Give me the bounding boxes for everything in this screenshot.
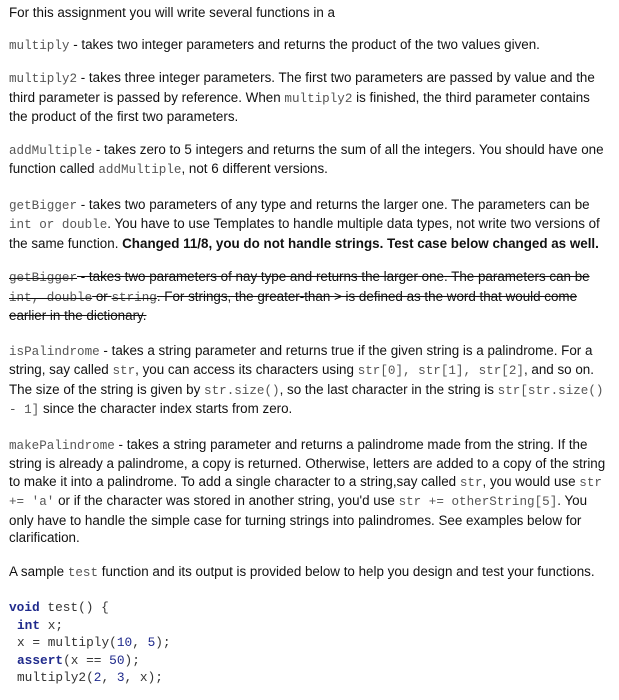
description: . You only have to handle the simple case for turning strings into palindromes. See examples below for clarification. <box>9 493 588 545</box>
function-name: multiply2 <box>9 72 78 86</box>
description: function and its output is provided below to help you design and test your functions. <box>98 563 595 579</box>
code-text: multiply2( <box>17 670 94 685</box>
code-inline: str.size() <box>204 383 280 398</box>
code-inline: str[0], str[1], str[2] <box>357 364 524 378</box>
type-name: string <box>111 290 157 305</box>
code-keyword: assert <box>17 652 64 668</box>
description: , and so on. The size of the string is given by <box>9 362 594 397</box>
function-name: isPalindrome <box>9 344 100 359</box>
description: - takes three integer parameters. The first two parameters are passed by value and the third parameter is passed by reference. When <box>9 70 595 105</box>
description: - takes a string parameter and returns true if the given string is a palindrome. For a string, say called <box>9 342 593 377</box>
description: is finished, the third parameter contains the product of the first two parameters. <box>9 89 590 124</box>
code-text: x; <box>40 617 64 633</box>
description: - takes two integer parameters and returns the product of the two values given. <box>69 36 540 52</box>
code-text: (x == <box>63 652 110 668</box>
function-name-inline: multiply2 <box>284 91 353 106</box>
description: . For strings, the greater-than > is defined as the word that would come earlier in the dictionary. <box>9 288 578 323</box>
function-name-inline: addMultiple <box>98 163 182 177</box>
code-number: 5 <box>147 635 156 650</box>
code-number: 2 <box>93 670 102 685</box>
code-text: ); <box>155 635 171 650</box>
intro-paragraph: For this assignment you will write several functions in a <box>9 5 335 20</box>
getbigger-old-paragraph <box>9 268 607 325</box>
code-line <box>9 634 607 652</box>
description: or <box>92 288 112 304</box>
type-list: int, double <box>9 290 93 305</box>
function-name: getBigger <box>9 271 78 285</box>
description: - takes a string parameter and returns a palindrome made from the string. If the string is already a palindrome, a copy is returned. Otherwise, letters are added to a copy of the string to make it into a palindrome. To add a single character to a string,say called <box>9 436 606 489</box>
code-text: ); <box>124 652 140 668</box>
code-keyword: void <box>9 600 40 615</box>
code-text: , x); <box>124 670 163 685</box>
code-inline: str += 'a' <box>9 475 602 509</box>
description: since the character index starts from zero. <box>39 401 293 416</box>
code-block <box>9 599 607 687</box>
function-name: multiply <box>9 38 70 53</box>
code-inline: str += otherString[5] <box>398 495 558 509</box>
function-name: makePalindrome <box>9 438 115 453</box>
description: - takes zero to 5 integers and returns the sum of all the integers. You should have one function called <box>9 141 604 176</box>
code-inline: test <box>67 565 99 580</box>
description: , not 6 different versions. <box>181 161 328 176</box>
code-line <box>9 652 607 670</box>
code-number: 10 <box>116 635 133 650</box>
code-line <box>9 599 607 617</box>
code-inline: str[str.size() - 1] <box>9 383 604 417</box>
sample-paragraph <box>9 563 607 583</box>
code-inline: str <box>112 364 136 378</box>
code-number: 50 <box>109 652 125 668</box>
description: - takes two parameters of nay type and returns the larger one. The parameters can be <box>77 269 590 284</box>
code-keyword: int <box>17 617 41 633</box>
code-text: , <box>132 635 148 650</box>
code-line <box>9 669 607 687</box>
code-text: , <box>101 670 117 685</box>
makepalindrome-paragraph <box>9 436 607 547</box>
change-note: Changed 11/8, you do not handle strings. Test case below changed as well. <box>122 235 599 251</box>
description: - takes two parameters of any type and returns the larger one. The parameters can be <box>77 196 590 212</box>
addmultiple-paragraph <box>9 141 607 180</box>
description: , so the last character in the string is <box>279 381 498 397</box>
description: . You have to use Templates to handle multiple data types, not write two versions of the same function. <box>9 216 600 251</box>
description: , you would use <box>482 473 580 489</box>
description: or if the character was stored in another string, you'd use <box>54 493 399 508</box>
ispalindrome-paragraph <box>9 342 607 420</box>
description: , you can access its characters using <box>135 362 358 377</box>
code-line <box>9 617 607 635</box>
type-list: int or double <box>9 218 108 232</box>
multiply2-paragraph <box>9 69 607 126</box>
code-text: x = multiply( <box>17 635 117 650</box>
multiply-paragraph <box>9 36 607 56</box>
function-name: addMultiple <box>9 143 93 158</box>
document <box>9 4 607 687</box>
function-name: getBigger <box>9 198 78 213</box>
description: A sample <box>9 563 68 579</box>
code-number: 3 <box>116 670 125 685</box>
code-text: test() { <box>39 600 109 615</box>
code-inline: str <box>459 475 483 490</box>
getbigger-paragraph <box>9 196 607 253</box>
